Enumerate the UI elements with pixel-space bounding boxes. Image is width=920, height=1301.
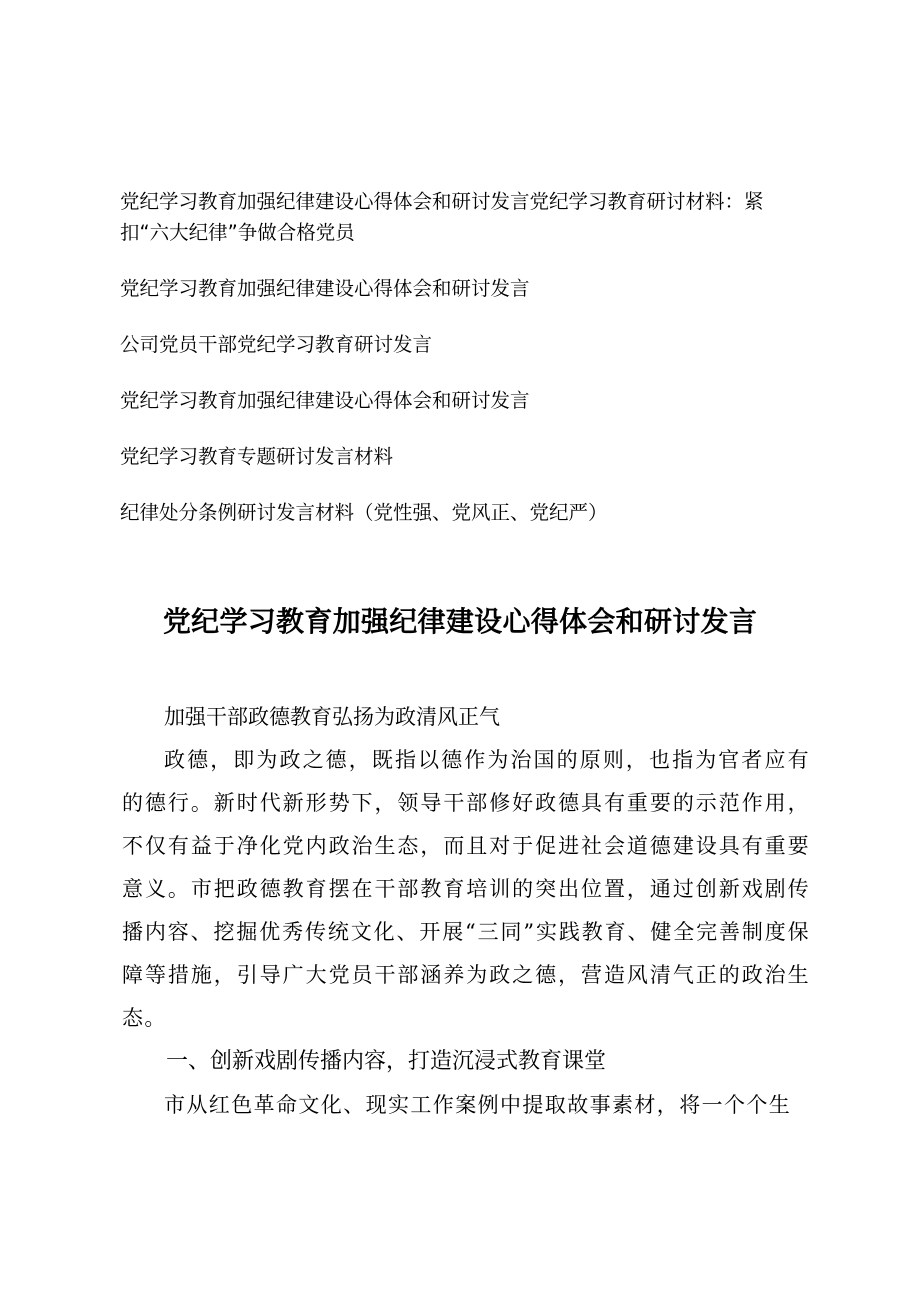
toc-item[interactable]: 公司党员干部党纪学习教育研讨发言 bbox=[120, 333, 433, 356]
section-heading: 一、创新戏剧传播内容，打造沉浸式教育课堂 bbox=[166, 1049, 607, 1074]
table-of-contents bbox=[120, 186, 810, 528]
toc-item[interactable]: 党纪学习教育加强纪律建设心得体会和研讨发言 bbox=[120, 389, 530, 412]
section-paragraph: 市从红色革命文化、现实工作案例中提取故事素材，将一个个生 bbox=[164, 1093, 792, 1117]
document-title: 党纪学习教育加强纪律建设心得体会和研讨发言 bbox=[162, 605, 758, 638]
intro-paragraph: 政德，即为政之德，既指以德作为治国的原则，也指为官者应有的德行。新时代新形势下，领导干部修好政德具有重要的示范作用，不仅有益于净化党内政治生态，而且对于促进社会道德建设具有重要意义。市把政德教育摆在干部教育培训的突出位置，通过创新戏剧传播内容、挖掘优秀传统文化、开展“三同”实践教育、健全完善制度保障等措施，引导广大党员干部涵养为政之德，营造风清气正的政治生态。 bbox=[122, 748, 810, 1030]
toc-item[interactable]: 党纪学习教育专题研讨发言材料 bbox=[120, 445, 394, 468]
document-subtitle: 加强干部政德教育弘扬为政清风正气 bbox=[164, 705, 500, 729]
document-body bbox=[122, 696, 810, 1127]
toc-item[interactable]: 党纪学习教育加强纪律建设心得体会和研讨发言 bbox=[120, 277, 530, 300]
toc-item[interactable]: 纪律处分条例研讨发言材料（党性强、党风正、党纪严） bbox=[120, 501, 608, 524]
toc-item[interactable]: 党纪学习教育加强纪律建设心得体会和研讨发言党纪学习教育研讨材料：紧扣“六大纪律”争做合格党员 bbox=[120, 190, 764, 244]
